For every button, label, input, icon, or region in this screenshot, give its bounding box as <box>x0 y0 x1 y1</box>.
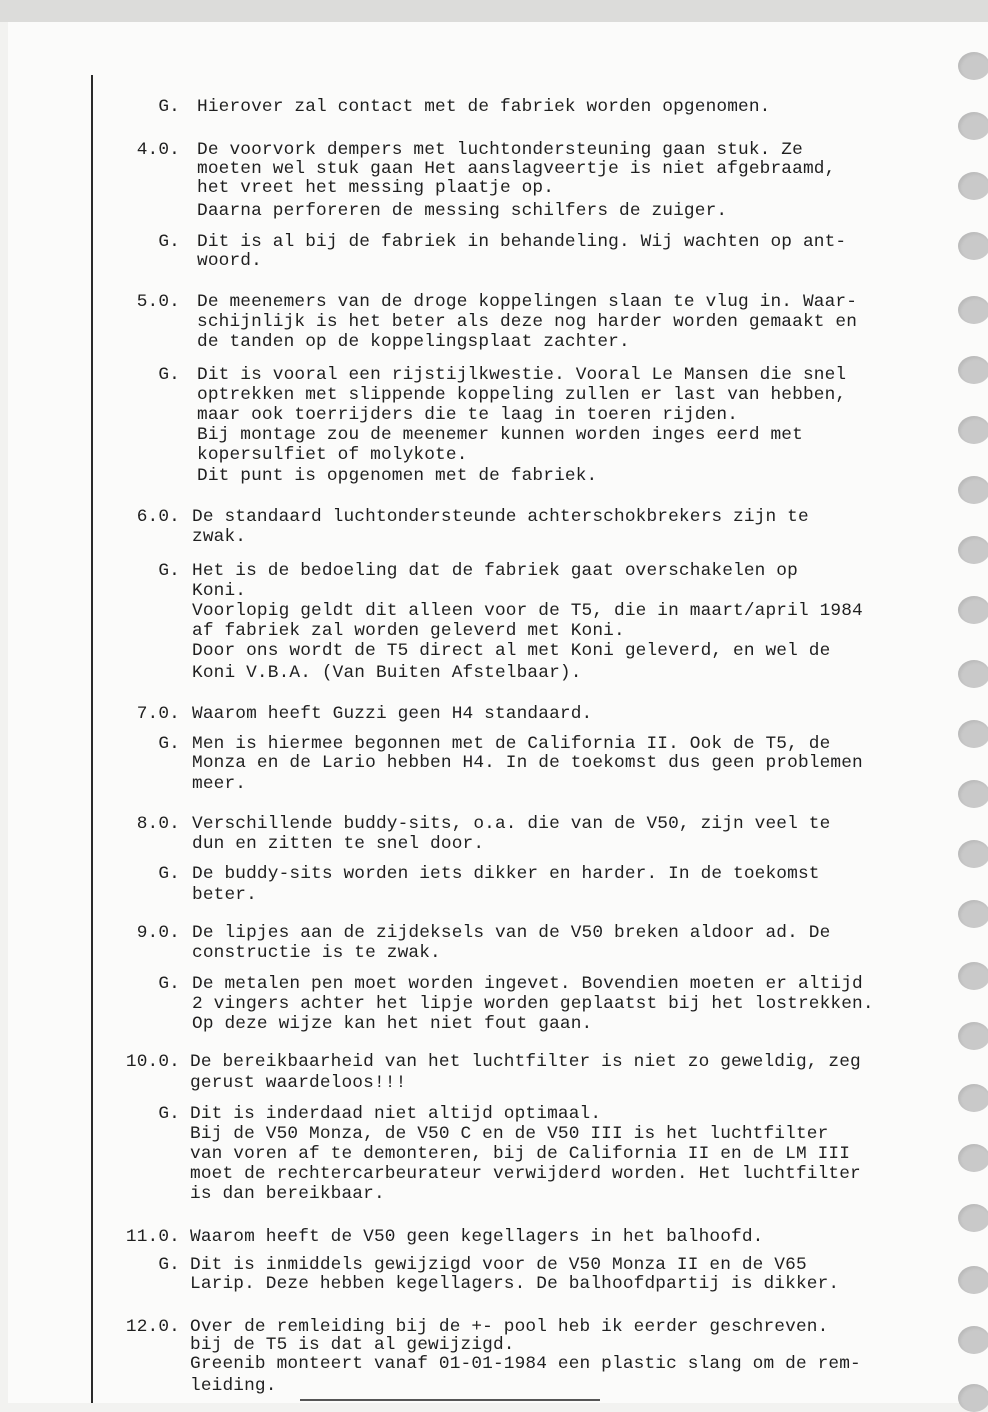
binder-hole <box>958 172 988 200</box>
entry-line: bij de T5 is dat al gewijzigd. <box>190 1335 515 1355</box>
entry-line: woord. <box>197 251 262 271</box>
entry-label: 7.0. <box>136 704 180 724</box>
page-number-rule <box>300 1399 600 1401</box>
entry-line: Hierover zal contact met de fabriek worden opgenomen. <box>197 97 771 117</box>
entry-line: De bereikbaarheid van het luchtfilter is niet zo geweldig, zeg <box>190 1052 861 1072</box>
entry-line: gerust waardeloos!!! <box>190 1073 407 1093</box>
entry-line: Waarom heeft Guzzi geen H4 standaard. <box>192 704 593 724</box>
binder-hole <box>958 840 988 868</box>
entry-label: G. <box>158 561 180 581</box>
entry-line: Bij de V50 Monza, de V50 C en de V50 III is het luchtfilter <box>190 1124 829 1144</box>
entry-line: Dit is inmiddels gewijzigd voor de V50 Monza II en de V65 <box>190 1255 807 1275</box>
entry-label: 12.0. <box>125 1317 180 1337</box>
entry-line: Op deze wijze kan het niet fout gaan. <box>192 1014 593 1034</box>
binder-hole <box>958 962 988 990</box>
entry-label: G. <box>158 232 180 252</box>
binder-hole <box>958 232 988 260</box>
entry-line: Daarna perforeren de messing schilfers de zuiger. <box>197 201 728 221</box>
binder-hole <box>958 1384 988 1412</box>
entry-line: De buddy-sits worden iets dikker en harder. In de toekomst <box>192 864 820 884</box>
entry-label: 6.0. <box>136 507 180 527</box>
entry-line: het vreet het messing plaatje op. <box>197 178 555 198</box>
entry-line: Dit punt is opgenomen met de fabriek. <box>197 466 598 486</box>
entry-line: De metalen pen moet worden ingevet. Bovendien moeten er altijd <box>192 974 863 994</box>
entry-label: 11.0. <box>125 1227 180 1247</box>
binder-hole <box>958 416 988 444</box>
entry-label: G. <box>158 97 180 117</box>
entry-line: Dit is al bij de fabriek in behandeling. Wij wachten op ant- <box>197 232 847 252</box>
entry-label: G. <box>158 1104 180 1124</box>
entry-label: 5.0. <box>136 292 180 312</box>
entry-line: moet de rechtercarbeurateur verwijderd worden. Het luchtfilter <box>190 1164 861 1184</box>
binder-hole <box>958 296 988 324</box>
binder-hole <box>958 356 988 384</box>
entry-line: zwak. <box>192 527 247 547</box>
entry-line: af fabriek zal worden geleverd met Koni. <box>192 621 625 641</box>
entry-line: Voorlopig geldt dit alleen voor de T5, die in maart/april 1984 <box>192 601 863 621</box>
entry-label: G. <box>158 1255 180 1275</box>
entry-line: Greenib monteert vanaf 01-01-1984 een plastic slang om de rem- <box>190 1354 861 1374</box>
binder-hole <box>958 1022 988 1050</box>
binder-hole <box>958 1326 988 1354</box>
entry-line: De standaard luchtondersteunde achterschokbrekers zijn te <box>192 507 809 527</box>
entry-line: kopersulfiet of molykote. <box>197 445 468 465</box>
entry-line: moeten wel stuk gaan Het aanslagveertje is niet afgebraamd, <box>197 159 836 179</box>
entry-label: 10.0. <box>125 1052 180 1072</box>
entry-line: Dit is inderdaad niet altijd optimaal. <box>190 1104 602 1124</box>
entry-line: de tanden op de koppelingsplaat zachter. <box>197 332 630 352</box>
entry-line: maar ook toerrijders die te laag in toeren rijden. <box>197 405 739 425</box>
binder-hole <box>958 1204 988 1232</box>
entry-line: Koni V.B.A. (Van Buiten Afstelbaar). <box>192 663 582 683</box>
entry-line: De lipjes aan de zijdeksels van de V50 breken aldoor ad. De <box>192 923 831 943</box>
entry-line: Larip. Deze hebben kegellagers. De balhoofdpartij is dikker. <box>190 1274 840 1294</box>
binder-hole <box>958 660 988 688</box>
scan-top-band <box>0 0 988 22</box>
entry-line: schijnlijk is het beter als deze nog harder worden gemaakt en <box>197 312 858 332</box>
entry-line: Waarom heeft de V50 geen kegellagers in het balhoofd. <box>190 1227 764 1247</box>
binder-hole <box>958 112 988 140</box>
margin-line <box>91 75 93 1403</box>
binder-hole <box>958 1084 988 1112</box>
entry-line: Men is hiermee begonnen met de California II. Ook de T5, de <box>192 734 831 754</box>
binder-hole <box>958 536 988 564</box>
binder-hole <box>958 780 988 808</box>
entry-line: De voorvork dempers met luchtondersteuning gaan stuk. Ze <box>197 140 803 160</box>
entry-label: 9.0. <box>136 923 180 943</box>
entry-label: G. <box>158 974 180 994</box>
entry-line: is dan bereikbaar. <box>190 1184 385 1204</box>
binder-hole <box>958 476 988 504</box>
entry-line: 2 vingers achter het lipje worden geplaatst bij het lostrekken. <box>192 994 874 1014</box>
entry-line: Dit is vooral een rijstijlkwestie. Vooral Le Mansen die snel <box>197 365 847 385</box>
binder-hole <box>958 596 988 624</box>
entry-label: 4.0. <box>136 140 180 160</box>
entry-line: Het is de bedoeling dat de fabriek gaat overschakelen op <box>192 561 798 581</box>
entry-line: Door ons wordt de T5 direct al met Koni geleverd, en wel de <box>192 641 831 661</box>
entry-label: G. <box>158 365 180 385</box>
entry-label: 8.0. <box>136 814 180 834</box>
entry-line: dun en zitten te snel door. <box>192 834 485 854</box>
entry-line: Bij montage zou de meenemer kunnen worden inges eerd met <box>197 425 803 445</box>
entry-line: leiding. <box>190 1376 277 1396</box>
entry-line: Monza en de Lario hebben H4. In de toekomst dus geen problemen <box>192 753 863 773</box>
binder-hole <box>958 720 988 748</box>
binder-hole <box>958 52 988 80</box>
binder-hole <box>958 900 988 928</box>
entry-line: meer. <box>192 774 247 794</box>
entry-line: constructie is te zwak. <box>192 943 441 963</box>
entry-line: Verschillende buddy-sits, o.a. die van de V50, zijn veel te <box>192 814 831 834</box>
binder-hole <box>958 1144 988 1172</box>
entry-line: optrekken met slippende koppeling zullen er last van hebben, <box>197 385 847 405</box>
entry-line: De meenemers van de droge koppelingen slaan te vlug in. Waar- <box>197 292 858 312</box>
entry-label: G. <box>158 864 180 884</box>
entry-label: G. <box>158 734 180 754</box>
entry-line: beter. <box>192 885 257 905</box>
entry-line: Koni. <box>192 581 247 601</box>
binder-hole <box>958 1266 988 1294</box>
entry-line: Over de remleiding bij de +- pool heb ik eerder geschreven. <box>190 1317 829 1337</box>
entry-line: van voren af te demonteren, bij de California II en de LM III <box>190 1144 851 1164</box>
